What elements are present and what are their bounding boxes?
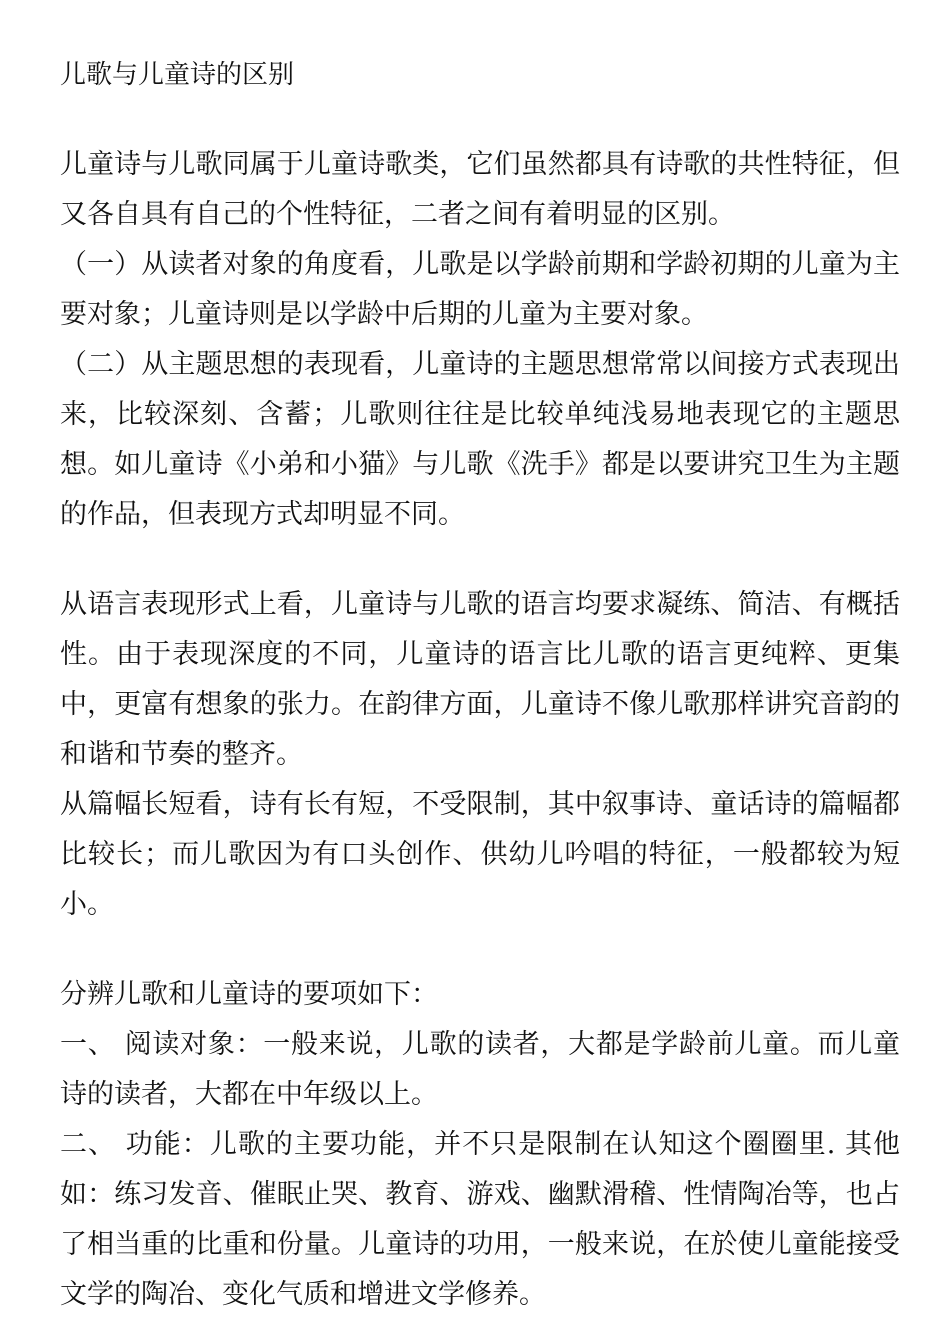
section-spacer	[60, 100, 900, 140]
paragraph: 儿童诗与儿歌同属于儿童诗歌类，它们虽然都具有诗歌的共性特征，但又各自具有自己的个性特征，二者之间有着明显的区别。	[60, 149, 900, 230]
section-spacer	[60, 540, 900, 580]
paragraph: 从语言表现形式上看，儿童诗与儿歌的语言均要求凝练、简洁、有概括性。由于表现深度的不同，儿童诗的语言比儿歌的语言更纯粹、更集中，更富有想象的张力。在韵律方面，儿童诗不像儿歌那样讲究音韵的和谐和节奏的整齐。	[60, 589, 900, 770]
list-item: 一、 阅读对象：一般来说，儿歌的读者，大都是学龄前儿童。而儿童诗的读者，大都在中年级以上。	[60, 1029, 900, 1110]
section-key-points	[60, 970, 900, 1320]
paragraph: 从篇幅长短看，诗有长有短，不受限制，其中叙事诗、童话诗的篇幅都比较长；而儿歌因为有口头创作、供幼儿吟唱的特征，一般都较为短小。	[60, 789, 900, 920]
paragraph: （一）从读者对象的角度看，儿歌是以学龄前期和学龄初期的儿童为主要对象；儿童诗则是以学龄中后期的儿童为主要对象。	[60, 249, 900, 330]
document-title: 儿歌与儿童诗的区别	[60, 60, 295, 90]
section-language	[60, 580, 900, 930]
list-item: 二、 功能：儿歌的主要功能，并不只是限制在认知这个圈圈里. 其他如：练习发音、催眠止哭、教育、游戏、幽默滑稽、性情陶冶等，也占了相当重的比重和份量。儿童诗的功用，一般来说，在於使儿童能接受文学的陶冶、变化气质和增进文学修养。	[60, 1129, 900, 1310]
paragraph: （二）从主题思想的表现看，儿童诗的主题思想常常以间接方式表现出来，比较深刻、含蓄；儿歌则往往是比较单纯浅易地表现它的主题思想。如儿童诗《小弟和小猫》与儿歌《洗手》都是以要讲究卫生为主题的作品，但表现方式却明显不同。	[60, 349, 900, 530]
section-spacer	[60, 930, 900, 970]
document-page	[60, 50, 900, 1320]
paragraph: 分辨儿歌和儿童诗的要项如下：	[60, 979, 438, 1010]
section-intro	[60, 140, 900, 540]
